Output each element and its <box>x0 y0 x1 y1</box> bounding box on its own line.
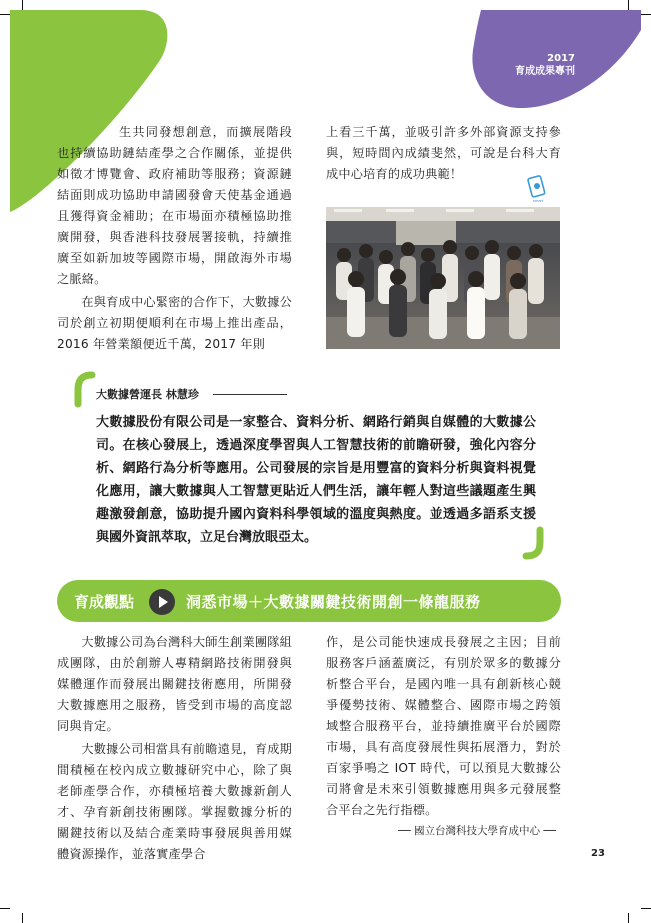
crop-mark <box>628 913 629 923</box>
profile-title-rule <box>213 394 287 395</box>
profile-title: 大數據營運長 林慧珍 <box>96 388 199 401</box>
left-paragraph-1: 生共同發想創意，而擴展階段也持續協助鏈結產學之合作關係，並提供如徵才博覽會、政府補助等服務；資源鏈結面則成功協助申請國發會天使基金通過且獲得資金補助；在市場面亦積極協助推廣開發，與香港科技發展署接軌，持續推廣至如新加坡等國際市場，開啟海外市場之脈絡。 <box>57 125 292 286</box>
header-year: 2017 <box>547 53 575 64</box>
phone-app-icon <box>526 175 550 203</box>
bottom-left-column <box>57 632 292 865</box>
banner-label: 育成觀點 <box>74 593 135 611</box>
left-column <box>57 122 292 355</box>
team-photo <box>326 207 560 349</box>
bottom-right-paragraph-1: 作，是公司能快速成長發展之主因；目前服務客戶涵蓋廣泛，有別於眾多的數據分析整合平台，是國內唯一具有創新核心競爭優勢技術、媒體整合、國際市場之跨領域整合服務平台，並持續推廣平台於國際市場，具有高度發展性與拓展潛力，對於百家爭鳴之 IOT 時代，可以預見大數據公司將會是未來引領數據應用與多元發展整合平台之先行指標。 <box>326 635 561 817</box>
banner-title: 洞悉市場＋大數據關鍵技術開創一條龍服務 <box>186 593 481 611</box>
right-paragraph-1: 上看三千萬，並吸引許多外部資源支持參與，短時間內成績斐然，可說是台科大育成中心培育的成功典範！ <box>326 125 561 181</box>
signature: ── 國立台灣科技大學育成中心 ── <box>398 825 556 837</box>
bottom-right-column <box>326 632 561 821</box>
crop-mark <box>22 913 23 923</box>
header-label <box>515 52 575 78</box>
profile-body: 大數據股份有限公司是一家整合、資料分析、網路行銷與自媒體的大數據公司。在核心發展上，透過深度學習與人工智慧技術的前瞻研發，強化內容分析、網路行為分析等應用。公司發展的宗旨是用豐富的資料分析與資料視覺化應用，讓大數據與人工智慧更貼近人們生活，讓年輕人對這些議題產生興趣激發創意，協助提升國內資料科學領域的溫度與熱度。並透過多語系支援與國外資訊萃取，立足台灣放眼亞太。 <box>96 415 536 545</box>
crop-mark <box>641 908 651 909</box>
crop-mark <box>0 908 10 909</box>
left-paragraph-2: 在與育成中心緊密的合作下，大數據公司於創立初期便順利在市場上推出產品，2016 年營業額便近千萬，2017 年則 <box>57 295 292 351</box>
bottom-left-paragraph-1: 大數據公司為台灣科大師生創業團隊組成團隊，由於創辦人專精網路技術開發與媒體運作而發展出關鍵技術應用，所開發大數據應用之服務，皆受到市場的高度認同與肯定。 <box>57 635 292 733</box>
header-subtitle: 育成成果專刊 <box>515 66 575 77</box>
page-number: 23 <box>591 848 605 859</box>
bottom-left-paragraph-2: 大數據公司相當具有前瞻遠見，育成期間積極在校內成立數據研究中心，除了與老師產學合作，亦積極培養大數據新創人才、孕育新創技術團隊。掌握數據分析的關鍵技術以及結合產業時事發展與善用媒體資源操作，並落實產學合 <box>57 742 292 861</box>
play-icon <box>148 588 176 616</box>
svg-text:smart: smart <box>533 198 543 203</box>
